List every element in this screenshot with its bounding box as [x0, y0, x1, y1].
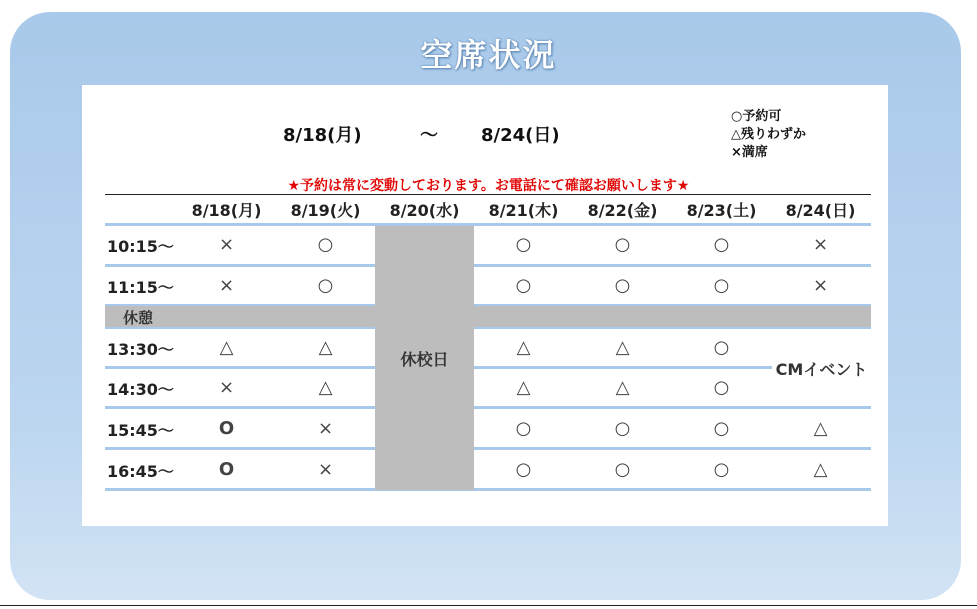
availability-cell: ○: [713, 377, 730, 398]
legend-full: ×満席: [731, 145, 768, 160]
availability-cell: ○: [515, 418, 532, 439]
availability-cell: ×: [812, 275, 829, 296]
availability-cell: △: [813, 418, 828, 439]
row-divider: [105, 406, 871, 409]
availability-cell: △: [318, 377, 333, 398]
availability-cell: ○: [713, 459, 730, 480]
availability-cell: ×: [317, 459, 334, 480]
availability-cell: △: [219, 337, 234, 358]
row-divider: [105, 223, 871, 226]
time-label: 10:15～: [107, 237, 174, 256]
header-top-rule: [105, 194, 871, 195]
break-band: [105, 306, 871, 327]
availability-cell: ○: [515, 459, 532, 480]
break-label: 休憩: [123, 309, 154, 327]
legend: [731, 108, 806, 162]
event-label: CMイベント: [772, 357, 871, 380]
day-header: 8/21(木): [488, 201, 559, 220]
availability-cell: ×: [218, 275, 235, 296]
closed-day-label: 休校日: [400, 350, 449, 369]
availability-cell: ○: [515, 275, 532, 296]
time-label: 11:15～: [107, 278, 174, 297]
time-label: 16:45～: [107, 462, 174, 481]
availability-cell: ×: [218, 234, 235, 255]
availability-cell: ○: [317, 275, 334, 296]
day-header: 8/20(水): [389, 201, 460, 220]
range-end: 8/24(日): [481, 125, 560, 146]
time-label: 14:30～: [107, 380, 174, 399]
availability-cell: △: [615, 337, 630, 358]
availability-cell: ○: [515, 234, 532, 255]
availability-cell: △: [516, 377, 531, 398]
availability-cell: O: [218, 418, 235, 439]
row-divider: [105, 366, 871, 369]
row-divider: [105, 447, 871, 450]
day-header: 8/18(月): [191, 201, 262, 220]
row-divider: [105, 488, 871, 491]
page-title: 空席状況: [420, 36, 557, 74]
availability-cell: △: [813, 459, 828, 480]
availability-cell: ○: [614, 275, 631, 296]
range-separator: ～: [420, 125, 438, 146]
day-header: 8/24(日): [785, 201, 856, 220]
availability-cell: ×: [317, 418, 334, 439]
range-start: 8/18(月): [283, 125, 362, 146]
availability-cell: ○: [713, 234, 730, 255]
availability-cell: ○: [713, 418, 730, 439]
availability-cell: ○: [614, 459, 631, 480]
legend-available: ○予約可: [731, 109, 782, 124]
availability-cell: O: [218, 459, 235, 480]
day-header: 8/22(金): [587, 201, 658, 220]
legend-few-left: △残りわずか: [731, 127, 806, 142]
notice-text: ★予約は常に変動しております。お電話にて確認お願いします★: [287, 178, 690, 194]
availability-cell: ×: [218, 377, 235, 398]
row-divider: [105, 264, 871, 267]
availability-cell: ○: [317, 234, 334, 255]
time-label: 13:30～: [107, 340, 174, 359]
day-header: 8/19(火): [290, 201, 361, 220]
availability-cell: ○: [614, 234, 631, 255]
availability-cell: ○: [713, 337, 730, 358]
availability-cell: △: [318, 337, 333, 358]
availability-cell: △: [615, 377, 630, 398]
day-header: 8/23(土): [686, 201, 757, 220]
bottom-rule: [0, 605, 977, 606]
availability-cell: ×: [812, 234, 829, 255]
availability-cell: ○: [614, 418, 631, 439]
availability-cell: △: [516, 337, 531, 358]
time-label: 15:45～: [107, 421, 174, 440]
availability-cell: ○: [713, 275, 730, 296]
